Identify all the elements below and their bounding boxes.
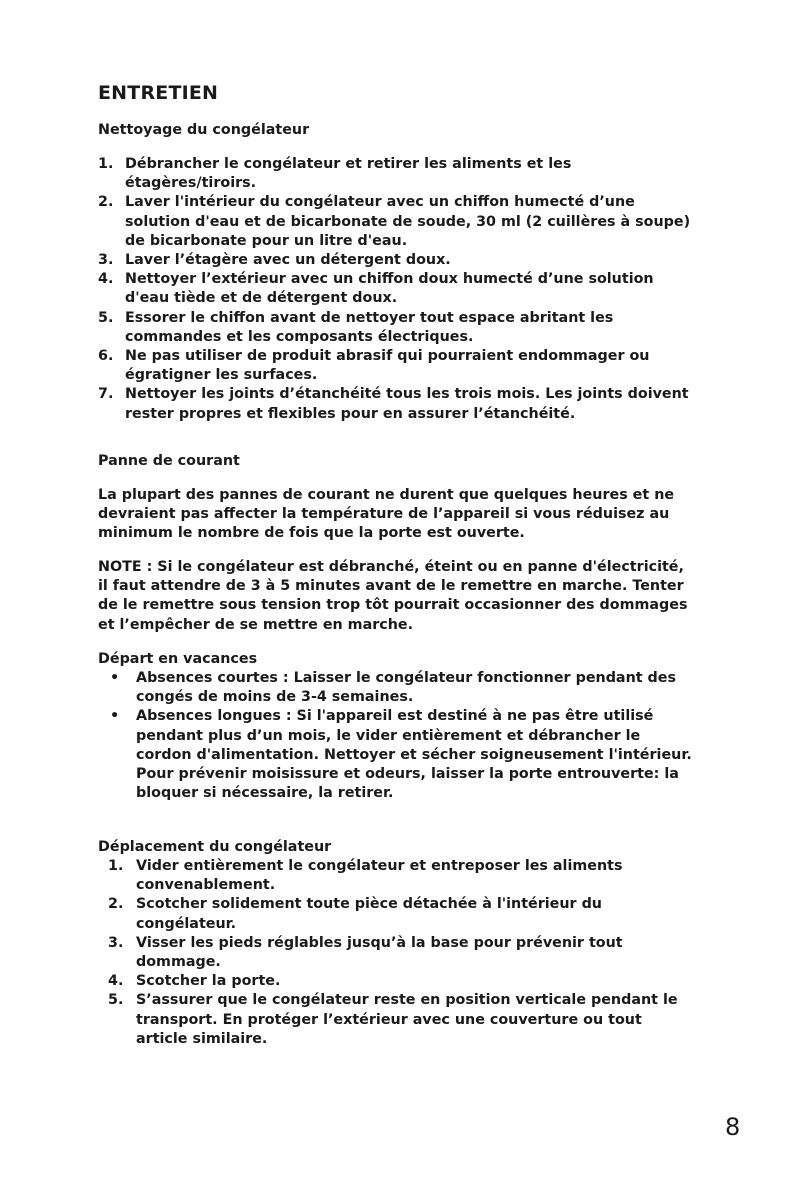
page-number: 8: [725, 1113, 741, 1141]
list-item: 6. Ne pas utiliser de produit abrasif qui pourraient endommager ou égratigner les surfaces.: [98, 348, 650, 384]
cleaning-title: Nettoyage du congélateur: [98, 122, 310, 138]
power-paragraph-2: NOTE : Si le congélateur est débranché, éteint ou en panne d'électricité, il faut attendre de 3 à 5 minutes avant de le remettre en marche. Tenter de le remettre sous tension trop tôt pourrait occasionner des dommages et l’empêcher de se mettre en marche.: [98, 559, 688, 633]
list-item: • Absences courtes : Laisser le congélateur fonctionner pendant des congés de moins de 3-4 semaines.: [110, 670, 677, 706]
list-item: 3. Visser les pieds réglables jusqu’à la base pour prévenir tout dommage.: [108, 934, 623, 971]
cleaning-list: [98, 155, 698, 424]
power-paragraph-1: La plupart des pannes de courant ne durent que quelques heures et ne devraient pas affecter la température de l’appareil si vous réduisez au minimum le nombre de fois que la porte est ouverte.: [98, 487, 675, 542]
section-heading: ENTRETIEN: [98, 82, 219, 104]
list-item: 1. Vider entièrement le congélateur et entreposer les aliments convenablement.: [108, 858, 623, 894]
list-item: 1. Débrancher le congélateur et retirer les aliments et les étagères/tiroirs.: [98, 156, 572, 192]
vacation-list: [98, 669, 698, 803]
list-item: • Absences longues : Si l'appareil est destiné à ne pas être utilisé pendant plus d’un mois, le vider entièrement et débrancher le cordon d'alimentation. Nettoyer et sécher soigneusement l'intérieur. Pour prévenir moisissure et odeurs, laisser la porte entrouverte: la bloquer si nécessaire, la retirer.: [110, 708, 692, 802]
list-item: 5. S’assurer que le congélateur reste en position verticale pendant le transport. En protéger l’extérieur avec une couverture ou tout article similaire.: [108, 992, 678, 1047]
list-item: 2. Laver l'intérieur du congélateur avec un chiffon humecté d’une solution d'eau et de bicarbonate de soude, 30 ml (2 cuillères à soupe) de bicarbonate pour un litre d'eau.: [98, 194, 691, 249]
vacation-title: Départ en vacances: [98, 651, 258, 667]
list-item: 3. Laver l’étagère avec un détergent doux.: [98, 252, 451, 269]
moving-title: Déplacement du congélateur: [98, 839, 332, 855]
moving-list: [98, 857, 678, 1049]
list-item: 2. Scotcher solidement toute pièce détachée à l'intérieur du congélateur.: [108, 896, 602, 932]
list-item: 4. Nettoyer l’extérieur avec un chiffon doux humecté d’une solution d'eau tiède et de détergent doux.: [98, 271, 654, 307]
list-item: 5. Essorer le chiffon avant de nettoyer tout espace abritant les commandes et les composants électriques.: [98, 309, 614, 345]
list-item: 7. Nettoyer les joints d’étanchéité tous les trois mois. Les joints doivent rester propres et flexibles pour en assurer l’étanchéité.: [98, 386, 689, 422]
list-item: 4. Scotcher la porte.: [108, 973, 281, 990]
power-title: Panne de courant: [98, 453, 240, 469]
